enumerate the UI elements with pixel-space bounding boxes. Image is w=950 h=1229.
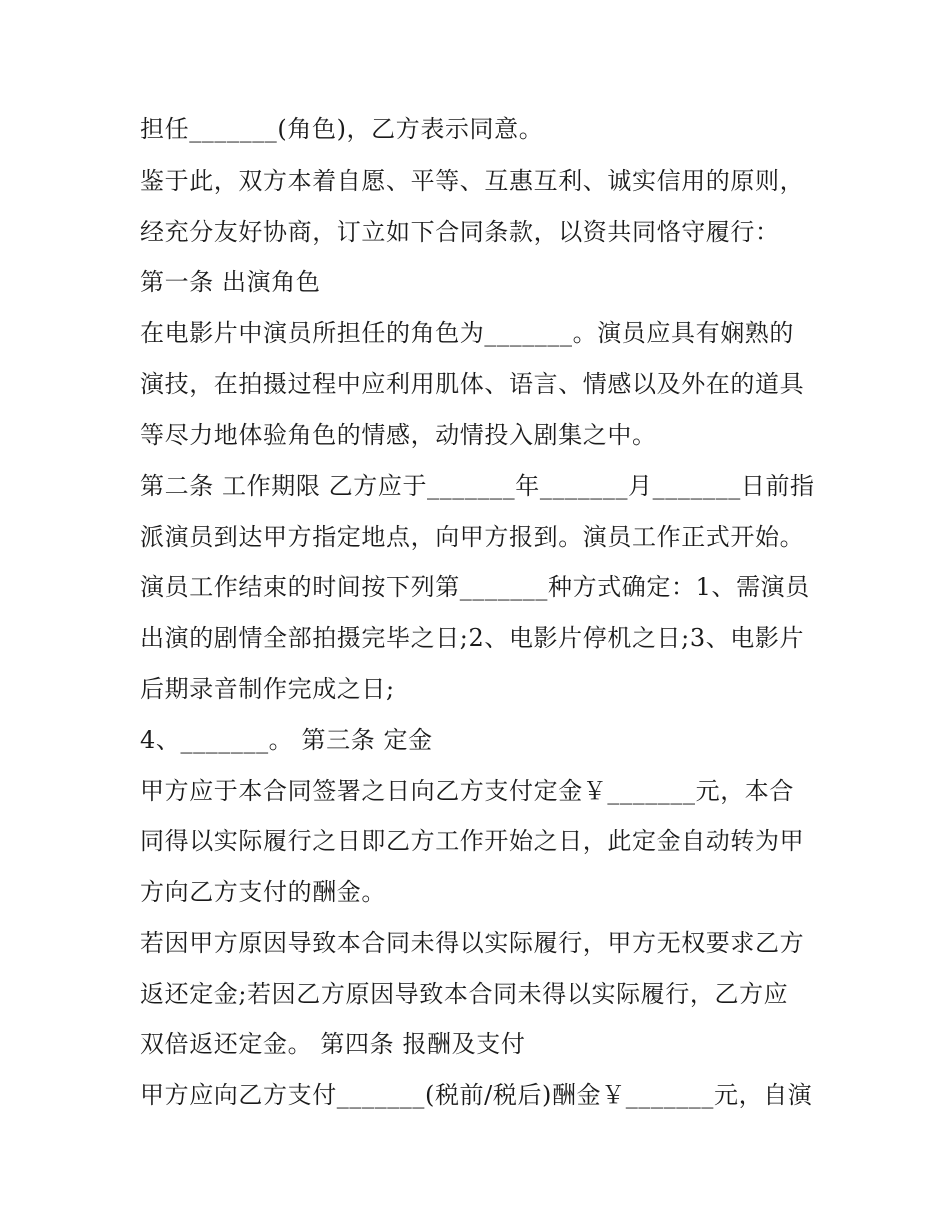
text-line: 出演的剧情全部拍摄完毕之日;2、电影片停机之日;3、电影片 [140, 624, 805, 652]
text-line: 返还定金;若因乙方原因导致本合同未得以实际履行，乙方应 [140, 980, 789, 1008]
text-line: 等尽力地体验角色的情感，动情投入剧集之中。 [140, 421, 657, 449]
text-line: 甲方应于本合同签署之日向乙方支付定金￥_______元，本合 [140, 777, 794, 805]
text-line: 演员工作结束的时间按下列第_______种方式确定：1、需演员 [140, 573, 810, 601]
text-line: 经充分友好协商，订立如下合同条款，以资共同恪守履行： [140, 218, 780, 246]
text-line: 若因甲方原因导致本合同未得以实际履行，甲方无权要求乙方 [140, 929, 805, 957]
text-line: 双倍返还定金。 第四条 报酬及支付 [140, 1030, 526, 1058]
text-line: 4、_______。 第三条 定金 [140, 726, 433, 754]
text-line: 方向乙方支付的酬金。 [140, 878, 386, 906]
text-line: 派演员到达甲方指定地点，向甲方报到。演员工作正式开始。 [140, 523, 805, 551]
text-line: 同得以实际履行之日即乙方工作开始之日，此定金自动转为甲 [140, 827, 805, 855]
text-line: 后期录音制作完成之日; [140, 675, 395, 703]
text-line: 第二条 工作期限 乙方应于_______年_______月_______日前指 [140, 472, 815, 500]
text-line: 甲方应向乙方支付_______(税前/税后)酬金￥_______元，自演 [140, 1081, 813, 1109]
text-line: 在电影片中演员所担任的角色为_______。演员应具有娴熟的 [140, 319, 794, 347]
text-line: 鉴于此，双方本着自愿、平等、互惠互利、诚实信用的原则， [140, 167, 805, 195]
text-line: 担任_______(角色)，乙方表示同意。 [140, 115, 544, 143]
text-line: 演技，在拍摄过程中应利用肌体、语言、情感以及外在的道具 [140, 370, 805, 398]
section-heading: 第一条 出演角色 [140, 268, 321, 296]
